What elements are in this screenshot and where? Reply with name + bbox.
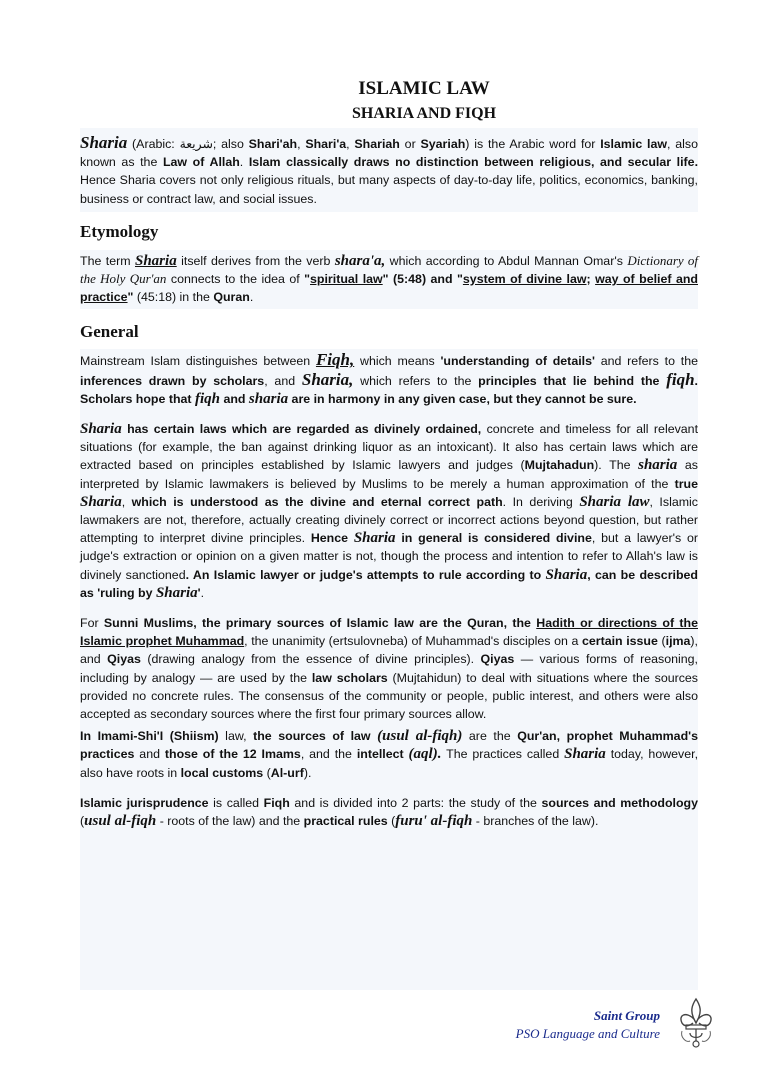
link-system-of-divine-law[interactable]: system of divine law <box>462 272 587 287</box>
text: , <box>121 494 132 509</box>
etymology-paragraph <box>80 252 698 307</box>
text: (drawing analogy from the essence of divine principles). <box>140 652 481 667</box>
text: ( <box>657 634 666 649</box>
emphasis: Hence <box>310 531 354 546</box>
term-sharia: Sharia <box>80 421 122 438</box>
text: — various forms of reasoning, including by analogy — are used by the <box>80 652 698 685</box>
emphasis: local customs <box>180 765 264 780</box>
text: concrete and timeless for all relevant situations (for example, the ban against drinking liquor as an intoxicant). It also has certain laws which are extracted based on principles established by Islamic lawyers and judges ( <box>80 422 699 473</box>
text: . In deriving <box>502 494 580 509</box>
term: Fiqh <box>263 795 290 810</box>
emphasis: those of the 12 Imams <box>164 747 301 762</box>
emphasis: Qur'an, prophet Muhammad's practices <box>80 729 698 762</box>
text: ), and <box>80 634 698 667</box>
link-hadith[interactable]: Hadith or directions of the Islamic prophet Muhammad <box>80 616 698 649</box>
text: , <box>297 137 306 151</box>
text: . <box>239 155 249 170</box>
term-fiqh: Fiqh, <box>315 350 355 370</box>
term: usul al-fiqh <box>84 813 157 830</box>
emphasis: and <box>220 391 249 406</box>
term-sharia: Sharia <box>155 584 198 601</box>
emphasis: sources and methodology <box>541 795 699 810</box>
emphasis: inferences drawn by scholars <box>80 373 265 388</box>
text: . <box>249 290 254 305</box>
term-sharia: Sharia <box>545 566 588 583</box>
text: , also known as the <box>80 137 699 170</box>
term: Quran <box>213 290 250 305</box>
term: furu' al-fiqh <box>395 813 473 830</box>
term: (aql). <box>408 746 442 763</box>
text: , but a lawyer's or judge's extraction or opinion on a given matter is not, though the process and intention to refer to Allah's law is divinely sanctioned <box>80 531 699 582</box>
term: Shariah <box>354 137 400 151</box>
text: , and the <box>300 747 357 762</box>
text: today, however, also have roots in <box>80 747 699 780</box>
emphasis: Islam classically draws no distinction between religious, and secular life. <box>248 155 699 170</box>
text: and is divided into 2 parts: the study of the <box>289 795 542 810</box>
general-paragraph-3 <box>80 614 698 723</box>
emphasis: are in harmony in any given case, but they cannot be sure. <box>288 391 637 406</box>
title-block <box>0 78 768 124</box>
text: ). <box>303 765 312 780</box>
emphasis: in general is considered divine <box>395 531 592 546</box>
term-sharia: Sharia <box>564 746 606 763</box>
intro-band <box>80 128 698 212</box>
page-subtitle: SHARIA AND FIQH <box>351 105 497 122</box>
term-sharia: Sharia <box>80 493 122 510</box>
general-section <box>80 309 698 990</box>
text: . <box>185 567 193 582</box>
text: , <box>346 137 355 151</box>
emphasis: An Islamic lawyer or judge's attempts to rule according to <box>192 567 546 582</box>
term: Shari'ah <box>248 137 298 151</box>
text: For <box>80 616 104 631</box>
text: " <box>127 290 134 305</box>
term-fiqh: fiqh <box>666 369 695 389</box>
term: Syariah <box>420 137 466 151</box>
text: and <box>134 747 165 762</box>
text: which according to Abdul Mannan Omar's <box>385 253 628 268</box>
text: which refers to the <box>353 373 479 388</box>
emphasis: intellect <box>356 747 409 762</box>
general-paragraph-2 <box>80 420 698 602</box>
footer-org-name: Saint Group <box>593 1008 660 1023</box>
emphasis: . Scholars hope that <box>80 373 698 406</box>
footer <box>516 1007 660 1043</box>
emphasis: , can be described as 'ruling by <box>80 567 698 600</box>
term: Qiyas <box>107 652 141 667</box>
footer-org-subtitle: PSO Language and Culture <box>515 1026 660 1041</box>
etymology-heading: Etymology <box>80 221 159 241</box>
text: , the unanimity (ertsulovneba) of Muhammad's disciples on a <box>244 634 582 649</box>
text: Mainstream Islam distinguishes between <box>80 354 316 369</box>
etymology-section <box>80 212 698 310</box>
text: as interpreted by Islamic lawmakers is believed by Muslims to be merely a human approximation of the <box>80 458 698 491</box>
term: ijma <box>665 634 691 649</box>
term-sharia: Sharia <box>80 133 128 152</box>
emphasis: certain issue <box>581 634 658 649</box>
arabic-word: شريعة <box>179 137 213 151</box>
term-sharia: Sharia <box>353 530 396 547</box>
text: The term <box>80 253 135 268</box>
emphasis: true <box>674 476 698 491</box>
link-way-of-belief[interactable]: way of belief and practice <box>80 272 698 305</box>
emphasis: ' <box>197 585 201 600</box>
text: . <box>200 585 205 600</box>
text: ( <box>263 765 271 780</box>
term: Shari'a <box>305 137 347 151</box>
fleur-de-lis-emblem-icon <box>676 997 716 1049</box>
document-body <box>80 128 698 990</box>
text: The practices called <box>441 747 565 762</box>
term: shara'a, <box>334 252 386 269</box>
text: itself derives from the verb <box>176 253 335 268</box>
text: , Islamic lawmakers are not, therefore, actually creating divinely correct or incorrect actions beyond question, but rather attempting to interpret divine principles. <box>80 494 698 546</box>
text: - branches of the law). <box>472 814 599 829</box>
term-sharia: Sharia <box>135 252 177 269</box>
general-heading: General <box>80 322 139 342</box>
text: ( <box>80 814 85 829</box>
intro-paragraph <box>80 134 698 208</box>
emphasis: 'understanding of details' <box>440 354 595 369</box>
general-paragraph-1 <box>80 351 698 408</box>
text: is called <box>208 795 264 810</box>
term: (usul al-fiqh) <box>377 728 463 745</box>
term-sharia: sharia <box>248 390 289 407</box>
emphasis: Sunni Muslims, the primary sources of Islamic law are the Quran, the <box>103 616 537 631</box>
text: law, <box>218 729 254 744</box>
emphasis: principles that lie behind the <box>478 373 667 388</box>
general-band <box>80 349 698 990</box>
text: - roots of the law) and the <box>156 814 304 829</box>
text: (45:18) in the <box>133 290 214 305</box>
term-sharia: Sharia, <box>301 369 354 389</box>
general-paragraph-4 <box>80 727 698 782</box>
emphasis: has certain laws which are regarded as divinely ordained, <box>121 422 482 437</box>
etymology-band <box>80 250 698 310</box>
term: law scholars <box>311 670 388 685</box>
text: ; <box>586 272 596 287</box>
page-title: ISLAMIC LAW <box>358 78 490 99</box>
text: which means <box>354 354 441 369</box>
term: Qiyas <box>480 652 515 667</box>
emphasis: the sources of law <box>253 729 378 744</box>
text: ( <box>387 814 396 829</box>
text: are the <box>462 729 518 744</box>
link-spiritual-law[interactable]: spiritual law <box>310 272 383 287</box>
text: , and <box>264 373 302 388</box>
text: ) is the Arabic word for <box>465 137 601 151</box>
text: connects to the idea of <box>166 272 305 287</box>
text: (Arabic: <box>127 137 180 151</box>
emphasis: In Imami-Shi'I (Shiism) <box>80 729 219 744</box>
text: ). The <box>594 458 639 473</box>
term-sharia: sharia <box>638 457 678 474</box>
emphasis: which is understood as the divine and eternal correct path <box>131 494 503 509</box>
emphasis: Islamic jurisprudence <box>80 795 209 810</box>
text: and refers to the <box>594 354 698 369</box>
text: " (5:48) and " <box>382 272 463 287</box>
text: or <box>399 137 421 151</box>
term: Mujtahadun <box>524 458 595 473</box>
term-sharia-law: Sharia law <box>579 493 650 510</box>
text: " <box>304 272 311 287</box>
emphasis: practical rules <box>303 814 388 829</box>
term-fiqh: fiqh <box>194 390 220 407</box>
book-title: Dictionary of the Holy Qur'an <box>80 252 698 287</box>
general-paragraph-5 <box>80 794 698 830</box>
term: Al-urf <box>270 765 304 780</box>
text: ; also <box>212 137 249 151</box>
term: Law of Allah <box>162 155 240 170</box>
term: Islamic law <box>600 137 668 151</box>
text: (Mujtahidun) to deal with situations where the sources provided no concrete rules. The consensus of the community or people, public interest, and others were also accepted as secondary sources where the first four primary sources allow. <box>80 670 699 722</box>
text: Hence Sharia covers not only religious rituals, but many aspects of day-to-day life, politics, economics, banking, business or contract law, and social issues. <box>80 173 698 206</box>
